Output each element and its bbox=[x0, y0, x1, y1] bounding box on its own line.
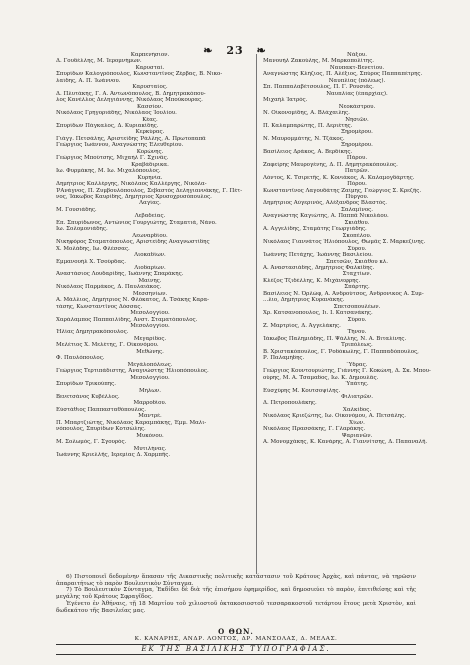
member-names: Α. Ἀναστασιάδης, Δημήτριος Φαλκίδης. bbox=[263, 264, 375, 271]
member-names: Δημήτριος Αὐγερινός, Αλέξανδρος Βλαστὸς. bbox=[263, 200, 388, 207]
district-heading: Σπετσοπουλέων. bbox=[333, 303, 381, 310]
district-heading: Σκιάθου. bbox=[344, 219, 370, 226]
column-divider bbox=[256, 54, 257, 574]
district-heading: Σπάρτης. bbox=[344, 284, 370, 291]
district-heading: Καρυσταί. bbox=[135, 64, 165, 71]
member-names: Ν. Οἰκονομίδης, Α. Βλάχαιλης. bbox=[263, 110, 350, 117]
district-heading: Μεσολογγίου. bbox=[130, 323, 170, 330]
member-names: Κωνσταντῖνος Λαγουδάτης Ζαΐμης, Γεώργιος Σ. Κρεζῆς. bbox=[263, 187, 422, 194]
member-names: Νικόλαος Παρμάκος, Δ. Παυλαιάκος. bbox=[56, 284, 162, 291]
district-heading: Μεθώνης. bbox=[136, 348, 164, 355]
member-names: Νικόλαος Πρασσάκης, Γ. Γλαράκης. bbox=[263, 426, 366, 433]
member-names: Β. Χριστακόπουλος, Γ. Ῥοδόκωλης, Γ. Παππαδόπουλος, bbox=[263, 348, 419, 355]
district-heading: Πύργου. bbox=[345, 193, 369, 200]
district-heading: Μαΐνης. bbox=[138, 277, 162, 284]
member-names: Νικηφόρος Σταματόπουλος, Αριστείδης Αναγνωστίδης bbox=[56, 239, 210, 246]
district-heading: Σκοπέλου. bbox=[342, 232, 372, 239]
member-names: ῬΑνάγνος, Π. Ζυμβουλόπουλος, Σεβαστὸς Δεληγιαννάκης, Γ. Πέτ- bbox=[56, 187, 243, 194]
member-names: Χαράλαμπος Παππαϊλίδης, Ἀνστ. Σταματόπουλος. bbox=[56, 316, 198, 323]
member-names: νόπουλος, Σπυρίδων Κοτσώλης. bbox=[56, 426, 146, 433]
member-names: τάσης, Κωνσταντῖνος Δόσσας. bbox=[56, 303, 143, 310]
right-column bbox=[263, 52, 451, 446]
member-names: Γεώργιος Τερτιπάδιστης, Ἀναγνώστης Ἠλιοπόπουλος. bbox=[56, 368, 209, 375]
district-heading: Μαρροδίου. bbox=[133, 400, 167, 407]
member-names: Δ. Πλυτάκης, Γ. Α. Ἀντωνόπουλος, Β. Δημητρακόπου- bbox=[56, 90, 206, 97]
member-names: Χρ. Κατσανοπουλος, Ιι. Ι. Κατσανάκης. bbox=[263, 310, 373, 317]
member-names: Ἰάκωβος Παλημιάδης, Π. Ψάλλης, Ν. Α. Βιταλίνης. bbox=[263, 335, 407, 342]
ornament-icon: ❧ bbox=[203, 44, 214, 57]
decree-paragraph: Ἐγένετο ἐν Ἀθήναις, τῇ 18 Μαρτίου τοῦ χιλιοστοῦ ὀκτακοσιοστοῦ τεσσαρακοστοῦ τετάρτου ἔτους μετὰ Χριστὸν, καὶ δωδεκάτου τῆς Βασιλείας μας. bbox=[56, 600, 416, 614]
district-heading: Κέας. bbox=[142, 116, 158, 123]
member-names: ούρης, Μ. Α. Τσαμαδος, Ιω. Κ. Δημουλᾶς. bbox=[263, 374, 379, 381]
member-names: Βενετσάνος Κυβέλλος. bbox=[56, 394, 120, 401]
member-names: Μανουὴλ Ζακούλης, Μ. Μαρκοπολίτης. bbox=[263, 58, 375, 65]
member-names: Λόντος, Κ. Τσιρετῆς, Κ. Κονιάκος, Α. Καλαμογδάρτης. bbox=[263, 174, 415, 181]
district-heading: Σταχτίων. bbox=[342, 271, 372, 278]
district-heading: Τριπόλεως. bbox=[341, 342, 373, 349]
member-names: νος, Ἰάκωβος Καυρίδης, Δημήτριος Χρυσοχρυσόπουλος. bbox=[56, 193, 212, 200]
member-names: λος Κανέλλος Δεληγιάννης, Νικόλαος Μπούκουρας. bbox=[56, 97, 203, 104]
member-names: Δ. Πετροπουλάκης. bbox=[263, 400, 317, 407]
district-heading: Λιοδαρίων. bbox=[134, 264, 166, 271]
district-heading: Λεβαδείας. bbox=[134, 213, 166, 220]
district-heading: Πατρῶν. bbox=[344, 168, 370, 175]
member-names: Γεώργιος Κουντουριώτης, Γιάννης Γ. Κοκώνη, Δ. Σκ. Μπου- bbox=[263, 368, 431, 375]
district-heading: Πόρου. bbox=[347, 181, 367, 188]
member-names: Μελέτιος Χ. Μελέτης, Γ. Οἰκονόμου. bbox=[56, 342, 159, 349]
district-heading: Πάρου. bbox=[346, 155, 368, 162]
district-heading: Σαλαμῖνος. bbox=[340, 206, 374, 213]
district-heading: Νεοκάστρου. bbox=[338, 103, 376, 110]
member-names: Γεώργιος Ἰωάννου, Ἀναγνώστης Ἐλευθερίου. bbox=[56, 142, 184, 149]
district-heading: Μεγαρίδος. bbox=[133, 335, 167, 342]
member-names: Μιχαὴλ Ἰατρός. bbox=[263, 97, 308, 104]
member-names: Ἀναγνώστης Κλήζιος, Π. Ἀλέξιος, Σπύρος Παππαπέτρης. bbox=[263, 71, 423, 78]
district-heading: Φιλιατρῶν. bbox=[341, 394, 373, 401]
district-heading: Μήλων. bbox=[139, 387, 161, 394]
member-names: Νικόλαος Κριεζώτης, Ιω. Οἰκονόμου, Α. Πετσάλης. bbox=[263, 413, 406, 420]
district-heading: Ξηρομέρου. bbox=[341, 129, 373, 136]
member-names: Εὐστάθιος Παππασταθόπουλος. bbox=[56, 406, 146, 413]
member-names: Κλέζος Τζιδέλλης, Κ. Μιχάνεφρης. bbox=[263, 277, 361, 284]
member-names: Σπυρίδων Τρικούπης. bbox=[56, 381, 117, 388]
district-heading: Κυρηνία. bbox=[137, 174, 163, 181]
district-heading: Καρυσταίος. bbox=[132, 84, 168, 91]
member-names: Επ. Σπυρίδωνος, Αντώνιος Γουργιώτης, Σταματιὰ, Νάνο. bbox=[56, 219, 217, 226]
district-heading: Μεγάλοπόλεως. bbox=[127, 361, 173, 368]
district-heading: Νάξου. bbox=[347, 52, 367, 58]
district-heading: Κερκύρας. bbox=[135, 129, 165, 136]
district-heading: Ξηρομέρου. bbox=[341, 142, 373, 149]
district-heading: Κραβάδιρικα. bbox=[131, 161, 169, 168]
member-names: Δημήτριος Καλλέργης, Νικόλαος Καλλέργης, Νικόλα- bbox=[56, 181, 207, 188]
member-names: Σπυρίδων Καλογρόπουλος, Κωνσταντῖνος Ζέρβας, Β. Νικο- bbox=[56, 71, 223, 78]
member-names: Γιάγγ. Πετσάλης, Ἀριστείδης Ῥάλλης, Α. Πρωτοπαπᾶ bbox=[56, 135, 206, 142]
district-heading: Μεσολογγίου. bbox=[130, 374, 170, 381]
member-names: Ζ. Μαρτρίος, Δ. Ἀγγελάκης. bbox=[263, 323, 341, 330]
member-names: Εμμανουὴλ Χ. Τσούρδας. bbox=[56, 258, 126, 265]
district-heading: Τήνου. bbox=[347, 329, 367, 336]
bottom-rule bbox=[56, 654, 416, 655]
member-names: Μ. Γουσιάδης. bbox=[56, 206, 97, 213]
district-heading: Νησιῶν. bbox=[345, 116, 369, 123]
member-names: Ζαφείρης Μαυρογένης, Δ. Π. Δημητρακόπουλος. bbox=[263, 161, 398, 168]
printer-imprint: ΕΚ ΤΗΣ ΒΑΣΙΛΙΚΗΣ ΤΥΠΟΓΡΑΦΙΑΣ. bbox=[141, 645, 331, 653]
district-heading: Λαγίας. bbox=[139, 200, 161, 207]
member-names: Π. Μπαρτζιώτης, Νικόλαος Καραμπάκης, Ἐμμ. Μαλι- bbox=[56, 419, 207, 426]
member-names: Εὐσχύρης Μ. Κουτσοψίλης. bbox=[263, 387, 341, 394]
district-heading: Ψαριανῶν. bbox=[341, 432, 373, 439]
district-heading: Σύρου. bbox=[347, 245, 367, 252]
member-names: Α. Μάλλιος, Δημήτριος Ν. Φλόκατος, Δ. Τσάκης Καρα- bbox=[56, 297, 210, 304]
district-heading: Κορώνης. bbox=[136, 148, 164, 155]
district-heading: Ὑπάτης. bbox=[345, 381, 369, 388]
member-names: Σπυρίδων Πάγκαλος, Δ. Κυριακίδης. bbox=[56, 122, 159, 129]
member-names: ...λιο, Δημήτριος Κυρανάκης. bbox=[263, 297, 345, 304]
member-names: Ν. Μαυρομμάτης, Ν. Τζάκος. bbox=[263, 135, 345, 142]
district-heading: Μεσολογγίου. bbox=[130, 310, 170, 317]
left-column bbox=[56, 52, 244, 459]
district-heading: Χίων. bbox=[349, 419, 365, 426]
district-heading: Ναυπλίας (ἐπαρχίας). bbox=[326, 90, 388, 97]
member-names: Ἠλίας Δημητρακόπουλος. bbox=[56, 329, 129, 336]
district-heading: Μυκόνου. bbox=[136, 432, 164, 439]
member-names: λαΐδης, Α. Π. Ἰωάννου. bbox=[56, 77, 121, 84]
member-names: Ἰωάννης Κριελλῆς, Ιερεμίας Δ. Χαρμπῆς. bbox=[56, 452, 171, 459]
member-names: Ἀναστάσιος Λουδαρίδης, Ἰωάννης Σπαράκης. bbox=[56, 271, 184, 278]
member-names: Βασίλειος Δράκος, Α. Βερδίκης. bbox=[263, 148, 353, 155]
member-names: Δ. Γουδέλλης, Μ. Ἱερομνήμων. bbox=[56, 58, 142, 65]
member-names: Ἰωάννης Πετάχης, Ἰωάννης Βασιλείου. bbox=[263, 252, 373, 259]
district-heading: Ὕδρας. bbox=[346, 361, 368, 368]
member-names: Νικόλαος Γιαννάτος Ἠλιόπουλος, Θωμᾶς Σ. Μαρκεζίνης. bbox=[263, 239, 426, 246]
district-heading: Σύρου. bbox=[347, 316, 367, 323]
district-heading: Λιοκαδίων. bbox=[134, 252, 166, 259]
district-heading: Ναυπλίας (πόλεως). bbox=[328, 77, 386, 84]
district-heading: Χαλκίδος. bbox=[342, 406, 372, 413]
decree-footer bbox=[56, 574, 416, 614]
signature-label: Ο ΘΩΝ. bbox=[218, 627, 254, 636]
district-heading: Μαντρέ. bbox=[138, 413, 162, 420]
district-heading: Μυτιλήνας. bbox=[133, 445, 167, 452]
member-names: Φ. Παυλόπουλος. bbox=[56, 355, 105, 362]
decree-paragraph: 7) Τὸ Βουλευτικὸν Σύνταγμα, Ἐκδίδει δὲ διὰ τῆς ἐπισήμου ἐφημερίδος, καὶ δημοσιεύει τὸ παρὸν, ἐπιτιθείσης καὶ τῆς μεγάλης τοῦ Κράτους Σφραγῖδος. bbox=[56, 587, 416, 601]
member-names: Ιω. Σολομονιάδης. bbox=[56, 226, 108, 233]
ornament-icon: ❧ bbox=[256, 44, 267, 57]
district-heading: Μεσσηνίων. bbox=[132, 290, 168, 297]
member-names: Ιω. Φυρμάκης, Μ. Ιω. Μιχαλόπουλος. bbox=[56, 168, 161, 175]
member-names: Ρ. Παλαμήδης. bbox=[263, 355, 305, 362]
district-heading: Καρπενήσιον. bbox=[130, 52, 170, 58]
member-names: Ἀναγνώστης Καγιώτης, Α. Παππᾶ Νικολάου. bbox=[263, 213, 389, 220]
member-names: Σπ. Παππαλαβέτσουλος, Π. Γ. Ρουσιᾶς. bbox=[263, 84, 374, 91]
member-names: Μ. Σολωμός, Γ. Σγουρὸς. bbox=[56, 439, 127, 446]
district-heading: Ναυπακτ-Βενετίου. bbox=[329, 64, 385, 71]
member-names: Α. Αγγελίδης, Σταμάτης Γεωργιάδης. bbox=[263, 226, 367, 233]
member-names: Νικόλαος Γρηγοριάδης, Νικόλαος Ἰουλίου. bbox=[56, 110, 177, 117]
member-names: Βασίλειος Ν. Ὀρλὼφ, Α. Ἀνδρούτσος, Ἀνδρονικος Α. Συμ- bbox=[263, 290, 424, 297]
member-names: Γεώργιος Μπούτσης, Μιχαὴλ Γ. Σχινᾶς. bbox=[56, 155, 169, 162]
member-names: Α. Μονομχάκης, Κ. Κανάρης, Α. Γιαννίτσης, Δ. Παπαναλῆ. bbox=[263, 439, 428, 446]
district-heading: Λεωναρδίου. bbox=[132, 232, 168, 239]
decree-paragraph: 6) Πιστοποιεῖ δεδομένην ἅπασαν τῆς Δικαστικῆς πολιτικῆς κατάστασιν τοῦ Κράτους Ἀρχὰς, καὶ πάντας, νὰ τηρῶσιν ἀπαραιτήτως τὸ παρὸν Βουλευτικὸν Σύνταγμα. bbox=[56, 574, 416, 587]
member-names: Χ. Μολάδης, Ιω. Φλέσσας. bbox=[56, 245, 130, 252]
signatories: Κ. ΚΑΝΑΡΗΣ, ΑΝΔΡ. ΛΟΝΤΟΣ, ΔΡ. ΜΑΝΣΟΛΑΣ, Δ. ΜΕΛΑΣ. bbox=[134, 636, 338, 642]
district-heading: Κασσίον. bbox=[137, 103, 163, 110]
member-names: Π. Καλαμπαρώτης, Π. Δεριέτης. bbox=[263, 122, 353, 129]
district-heading: Σπετσῶν, Σκιάθου κλ. bbox=[325, 258, 389, 265]
page-number: 23 bbox=[226, 44, 244, 57]
